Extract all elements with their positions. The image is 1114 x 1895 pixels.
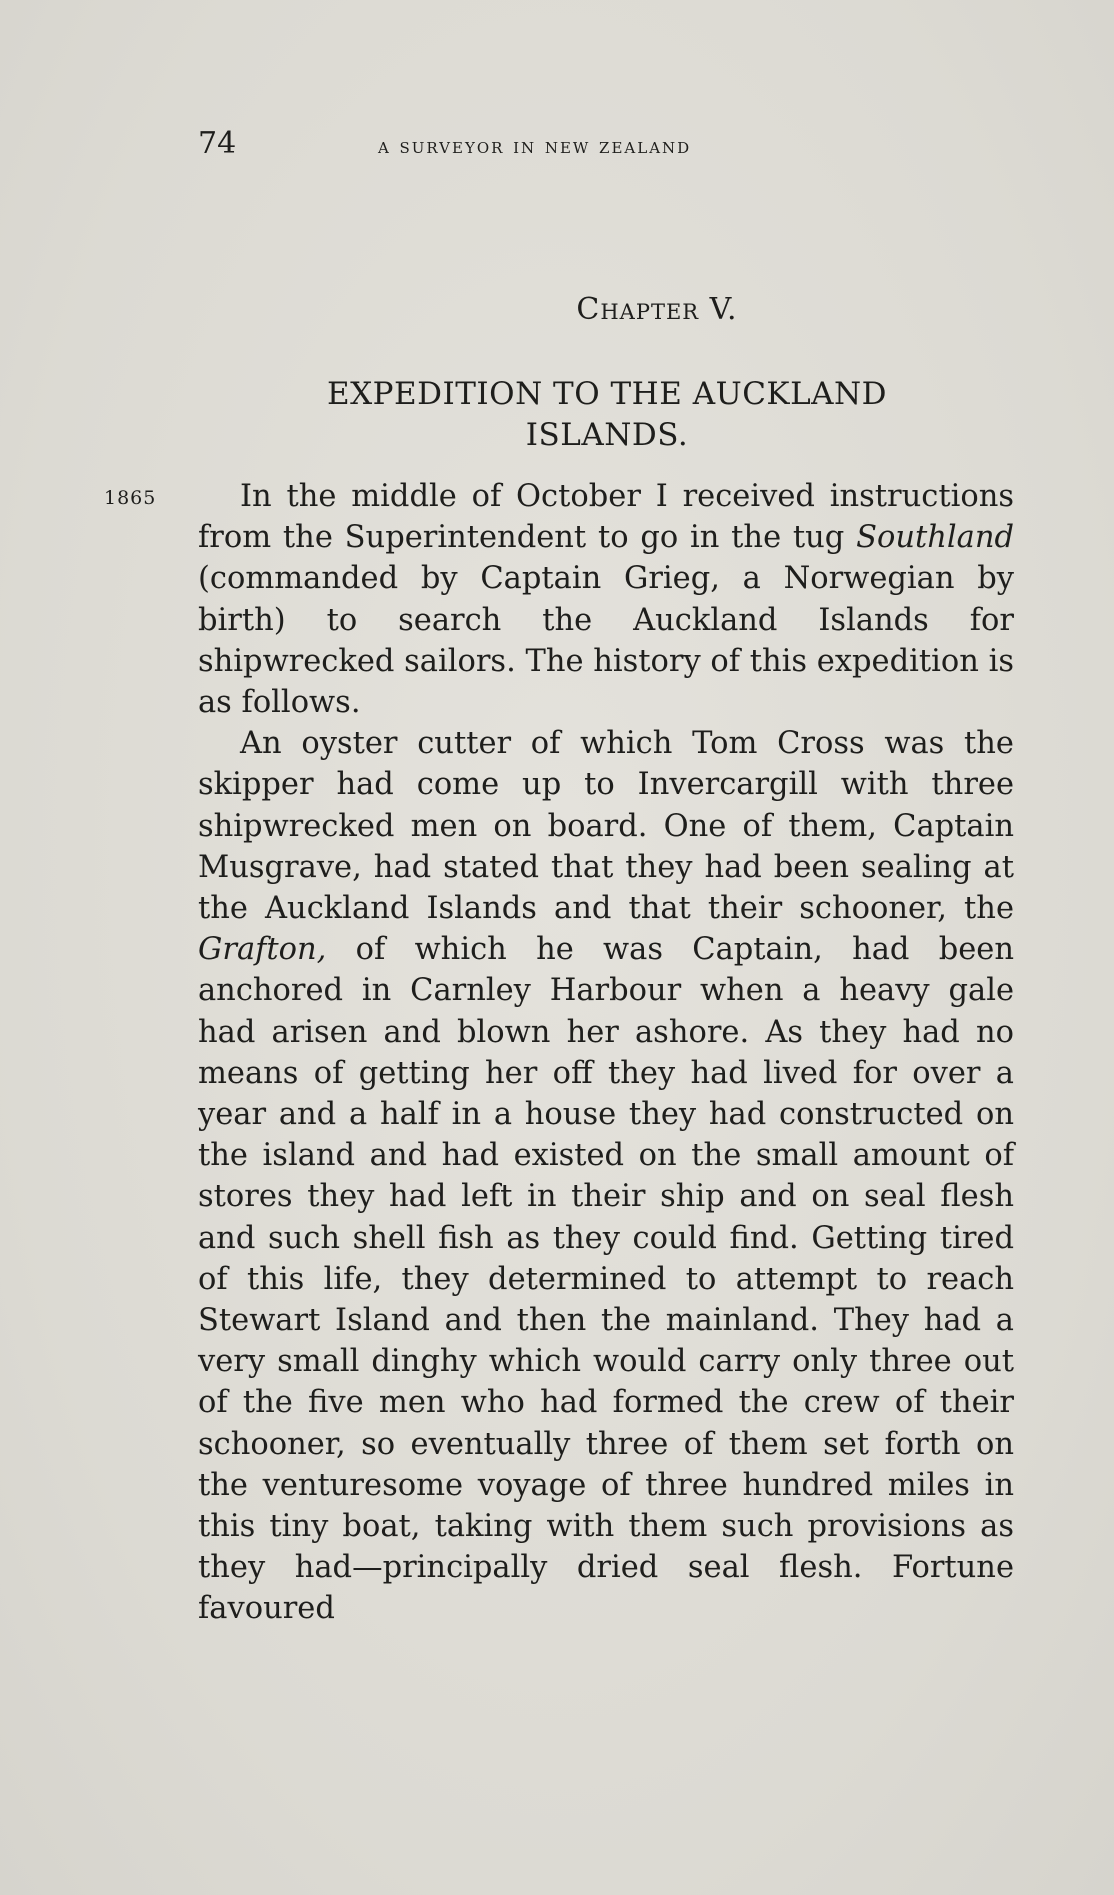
body-text: [198, 476, 1014, 1630]
chapter-title-line-1: EXPEDITION TO THE AUCKLAND: [326, 376, 888, 412]
running-head: [198, 124, 998, 164]
paragraph-2: [198, 723, 1014, 1629]
running-title: a surveyor in new zealand: [378, 134, 692, 158]
ship-name-grafton: Grafton,: [198, 932, 327, 968]
paragraph-1-text-a: In the middle of October I received instructions from the Superintendent to go in the tug: [198, 479, 1014, 556]
chapter-title-line-2: ISLANDS.: [525, 417, 689, 453]
chapter-title: [198, 374, 1016, 456]
margin-year-note: 1865: [104, 487, 157, 509]
paragraph-2-text-b: of which he was Captain, had been anchored in Carnley Harbour when a heavy gale had arisen and blown her ashore. As they had no means of getting her off they had lived for over a year and a half in a house they had constructed on the island and had existed on the small amount of stores they had left in their ship and on seal flesh and such shell fish as they could find. Getting tired of this life, they determined to attempt to reach Stewart Island and then the mainland. They had a very small dinghy which would carry only three out of the five men who had formed the crew of their schooner, so eventually three of them set forth on the venturesome voyage of three hundred miles in this tiny boat, taking with them such provisions as they had—principally dried seal flesh. Fortune favoured: [198, 932, 1014, 1627]
paragraph-1-text-b: (commanded by Captain Grieg, a Norwegian by birth) to search the Auckland Islands for shipwrecked sailors. The history of this expedition is as follows.: [198, 561, 1014, 721]
chapter-label: Chapter V.: [576, 292, 738, 327]
page-number: 74: [198, 126, 237, 161]
paragraph-1: [198, 476, 1014, 723]
paragraph-2-text-a: An oyster cutter of which Tom Cross was the skipper had come up to Invercargill with three shipwrecked men on board. One of them, Captain Musgrave, had stated that they had been sealing at the Auckland Islands and that their schooner, the: [198, 726, 1014, 927]
ship-name-southland: Southland: [856, 520, 1014, 556]
